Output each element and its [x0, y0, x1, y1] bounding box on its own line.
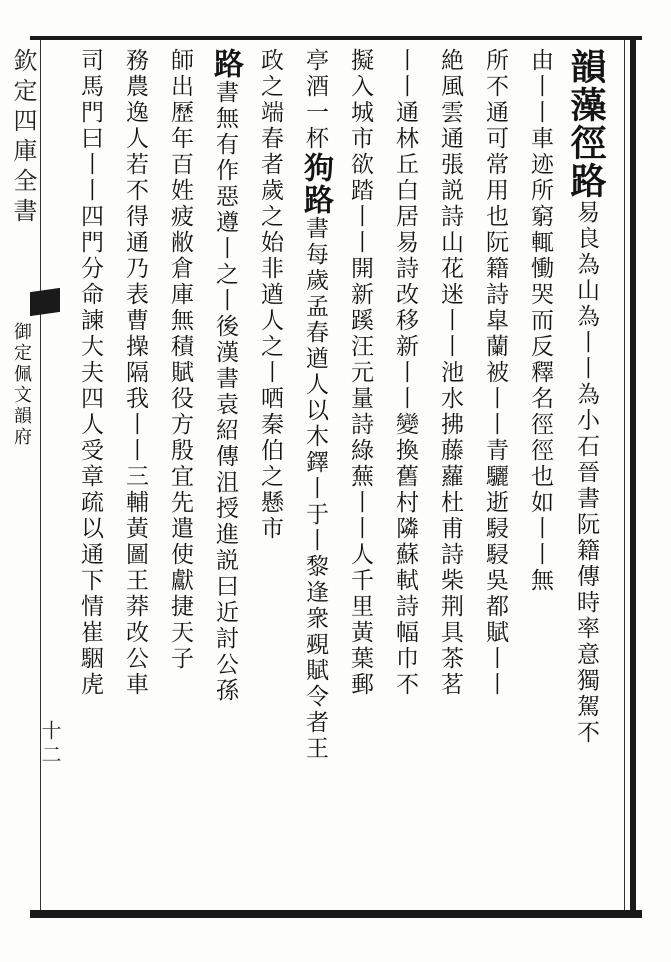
text-column-8	[257, 48, 283, 542]
frame-right-inner-rule	[624, 40, 625, 910]
column-text: 書每歲孟春遒人以木鐸丨于丨黎逢衆覡賦令者王	[302, 216, 328, 762]
text-column-10	[167, 48, 193, 672]
margin-volume-title: 御定佩文韻府	[11, 322, 32, 448]
text-column-3	[482, 48, 508, 698]
column-text: 司馬門曰丨丨四門分命諫大夫四人受章疏以通下情崔駰虎	[77, 48, 103, 698]
text-column-7	[298, 48, 333, 762]
column-text: 書無有作惡遵丨之丨後漢書袁紹傳沮授進説曰近討公孫	[212, 80, 238, 704]
column-text: 擬入城市欲踏丨丨開新蹊汪元量詩綠蕪丨丨人千里黃葉郵	[347, 48, 373, 698]
text-column-11	[122, 48, 148, 698]
frame-top-border	[30, 36, 642, 40]
headword: 徑路	[565, 124, 607, 200]
headword: 狗路	[298, 152, 333, 216]
column-text: 亭酒一杯	[302, 48, 328, 152]
text-column-4	[437, 48, 463, 698]
page-number: 十二	[38, 720, 62, 768]
text-column-5	[392, 48, 418, 698]
column-text: 務農逸人若不得通乃表曹操隔我丨丨三輔黃圖王莽改公車	[122, 48, 148, 698]
fold-marker	[30, 288, 60, 316]
text-column-12	[77, 48, 103, 698]
column-text: 丨丨通林丘白居易詩改移新丨丨變換舊村隣蘇軾詩幅巾不	[392, 48, 418, 698]
margin-book-title: 欽定四庫全書	[9, 48, 37, 228]
column-text: 所不通可常用也阮籍詩皐蘭被丨丨青驪逝駸駸吳都賦丨丨	[482, 48, 508, 698]
headword: 韻藻	[565, 48, 607, 124]
column-text: 由丨丨車迹所窮輒慟哭而反釋名徑徑也如丨丨無	[527, 48, 553, 594]
column-text: 易良為山為丨丨為小石晉書阮籍傳時率意獨駕不	[573, 200, 599, 746]
column-text: 絶風雲通張説詩山花迷丨丨池水拂藤蘿杜甫詩柴荆具茶茗	[437, 48, 463, 698]
column-text: 師出歷年百姓疲敝倉庫無積賦役方殷宜先遣使獻捷天子	[167, 48, 193, 672]
text-column-2	[527, 48, 553, 594]
text-column-1	[565, 48, 607, 746]
frame-right-border	[630, 36, 636, 918]
column-text: 政之端春者歲之始非遒人之丨哂秦伯之懸市	[257, 48, 283, 542]
text-column-9	[208, 48, 243, 704]
frame-bottom-border	[30, 910, 642, 918]
headword: 路	[208, 48, 243, 80]
text-column-6	[347, 48, 373, 698]
